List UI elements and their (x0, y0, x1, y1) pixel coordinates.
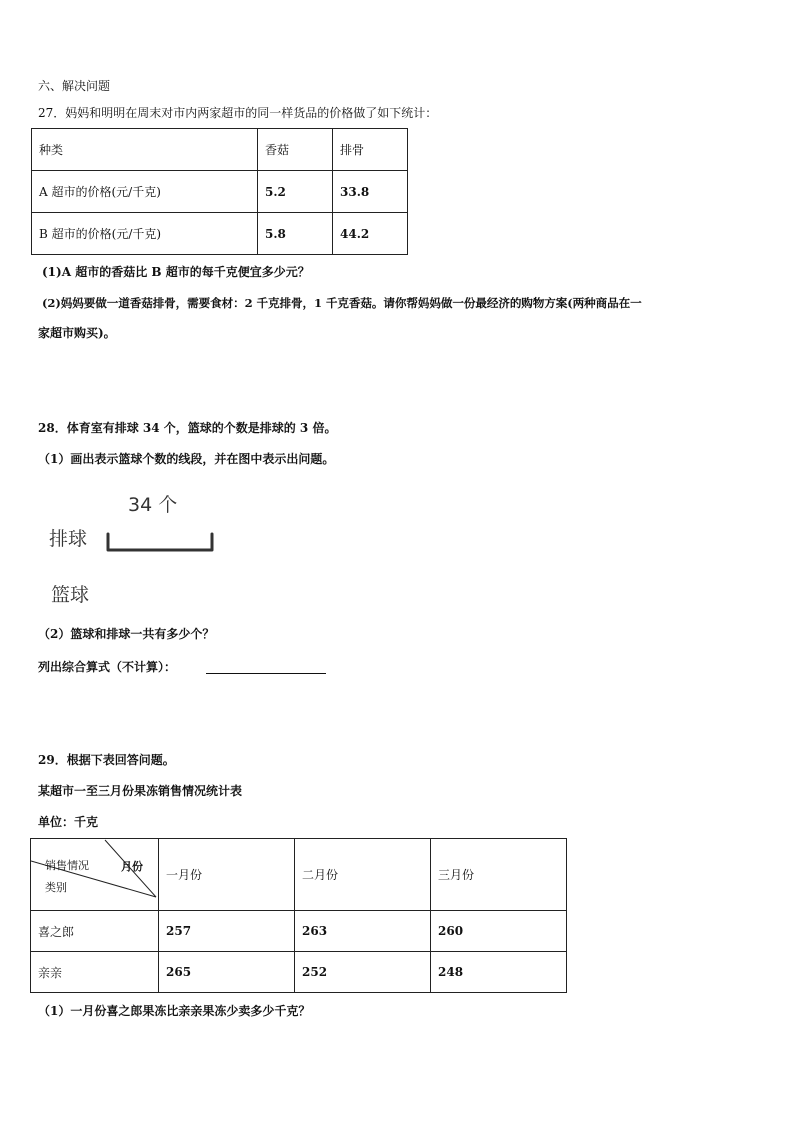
q27-price-table (31, 128, 408, 255)
q27-sub2-line2: 家超市购买)。 (38, 326, 116, 340)
q29-stem: 29．根据下表回答问题。 (38, 753, 175, 767)
corner-label-category: 类别 (45, 881, 67, 894)
table-cell: 257 (159, 911, 295, 952)
volleyball-segment-brace (104, 524, 216, 554)
figure-row1-label: 排球 (49, 528, 88, 550)
figure-count-label: 34 个 (128, 494, 178, 516)
figure-row2-label: 篮球 (51, 584, 90, 606)
corner-label-month: 月份 (121, 860, 143, 873)
q28-stem: 28．体育室有排球 34 个，篮球的个数是排球的 3 倍。 (38, 421, 337, 435)
diagonal-lines (31, 839, 159, 911)
corner-label-sales: 销售情况 (45, 859, 89, 872)
table-row (31, 839, 567, 911)
table-cell: 亲亲 (31, 952, 159, 993)
table-header-cell: 香菇 (258, 129, 333, 171)
q28-sub1: （1）画出表示篮球个数的线段，并在图中表示出问题。 (38, 452, 335, 466)
table-cell: 44.2 (333, 213, 408, 255)
table-cell: 5.2 (258, 171, 333, 213)
table-cell: 265 (159, 952, 295, 993)
q27-stem: 27．妈妈和明明在周末对市内两家超市的同一样货品的价格做了如下统计： (38, 106, 438, 120)
formula-answer-blank[interactable] (206, 673, 326, 674)
table-header-cell: 排骨 (333, 129, 408, 171)
q28-sub2: （2）篮球和排球一共有多少个？ (38, 627, 215, 641)
table-cell: 5.8 (258, 213, 333, 255)
table-header-cell: 种类 (32, 129, 258, 171)
table-row (31, 952, 567, 993)
q29-table-title: 某超市一至三月份果冻销售情况统计表 (38, 784, 243, 798)
section-title: 六、解决问题 (38, 79, 111, 93)
table-cell: 248 (431, 952, 567, 993)
table-row (31, 911, 567, 952)
table-row (32, 213, 408, 255)
table-row (32, 171, 408, 213)
q27-sub2-line1: (2)妈妈要做一道香菇排骨，需要食材：2 千克排骨，1 千克香菇。请你帮妈妈做一份最经济的购物方案(两种商品在一 (42, 296, 642, 310)
table-header-cell: 二月份 (295, 839, 431, 911)
q28-formula-prompt: 列出综合算式（不计算）： (38, 660, 177, 674)
q29-unit: 单位：千克 (38, 815, 99, 829)
table-cell: 260 (431, 911, 567, 952)
table-cell: 263 (295, 911, 431, 952)
table-cell: 252 (295, 952, 431, 993)
table-header-cell: 三月份 (431, 839, 567, 911)
q29-sub1: （1）一月份喜之郎果冻比亲亲果冻少卖多少千克？ (38, 1004, 311, 1018)
table-header-cell: 一月份 (159, 839, 295, 911)
diagonal-header-cell (31, 839, 159, 911)
table-cell: B 超市的价格(元/千克) (32, 213, 258, 255)
table-cell: 喜之郎 (31, 911, 159, 952)
q29-sales-table (30, 838, 567, 993)
table-cell: 33.8 (333, 171, 408, 213)
table-row (32, 129, 408, 171)
table-cell: A 超市的价格(元/千克) (32, 171, 258, 213)
q27-sub1: (1)A 超市的香菇比 B 超市的每千克便宜多少元？ (42, 265, 310, 279)
